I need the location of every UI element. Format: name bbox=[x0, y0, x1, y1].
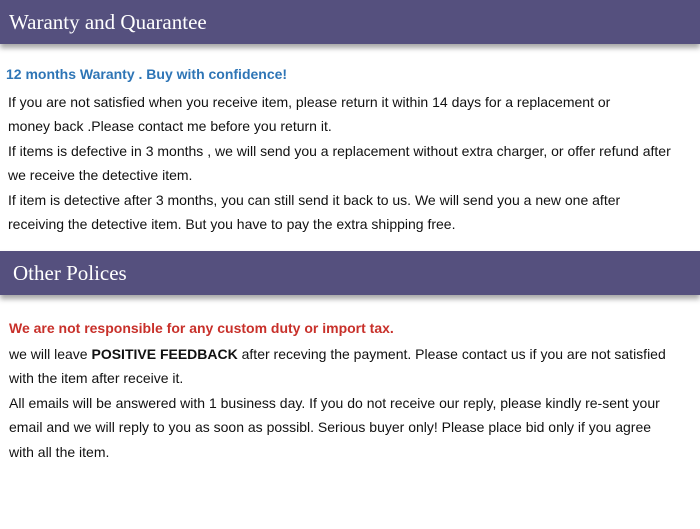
warranty-line: receiving the detective item. But you have to pay the extra shipping free. bbox=[8, 216, 456, 232]
policies-section-header bbox=[0, 251, 700, 295]
policies-line: with all the item. bbox=[9, 444, 110, 460]
policies-line: email and we will reply to you as soon as possibl. Serious buyer only! Please place bid only if you agree bbox=[9, 419, 652, 435]
warranty-line: money back .Please contact me before you return it. bbox=[8, 118, 332, 134]
feedback-text-bold: POSITIVE FEEDBACK bbox=[91, 346, 238, 362]
feedback-line bbox=[9, 346, 666, 362]
warranty-line: we receive the detective item. bbox=[8, 167, 193, 183]
policies-line: with the item after receive it. bbox=[9, 370, 184, 386]
warranty-line: If items is defective in 3 months , we will send you a replacement without extra charger, or offer refund after bbox=[8, 143, 671, 159]
warranty-section-header bbox=[0, 0, 700, 44]
warranty-line: If you are not satisfied when you receive item, please return it within 14 days for a replacement or bbox=[8, 94, 611, 110]
feedback-text-pre: we will leave bbox=[9, 346, 92, 362]
warranty-highlight: 12 months Waranty . Buy with confidence! bbox=[6, 66, 288, 82]
feedback-text-post: after receving the payment. Please contact us if you are not satisfied bbox=[237, 346, 666, 362]
policies-highlight: We are not responsible for any custom duty or import tax. bbox=[9, 320, 394, 336]
policies-title: Other Polices bbox=[13, 261, 127, 285]
warranty-line: If item is detective after 3 months, you can still send it back to us. We will send you a new one after bbox=[8, 192, 621, 208]
warranty-title: Waranty and Quarantee bbox=[9, 10, 207, 34]
policies-line: All emails will be answered with 1 business day. If you do not receive our reply, please kindly re-sent your bbox=[9, 395, 660, 411]
